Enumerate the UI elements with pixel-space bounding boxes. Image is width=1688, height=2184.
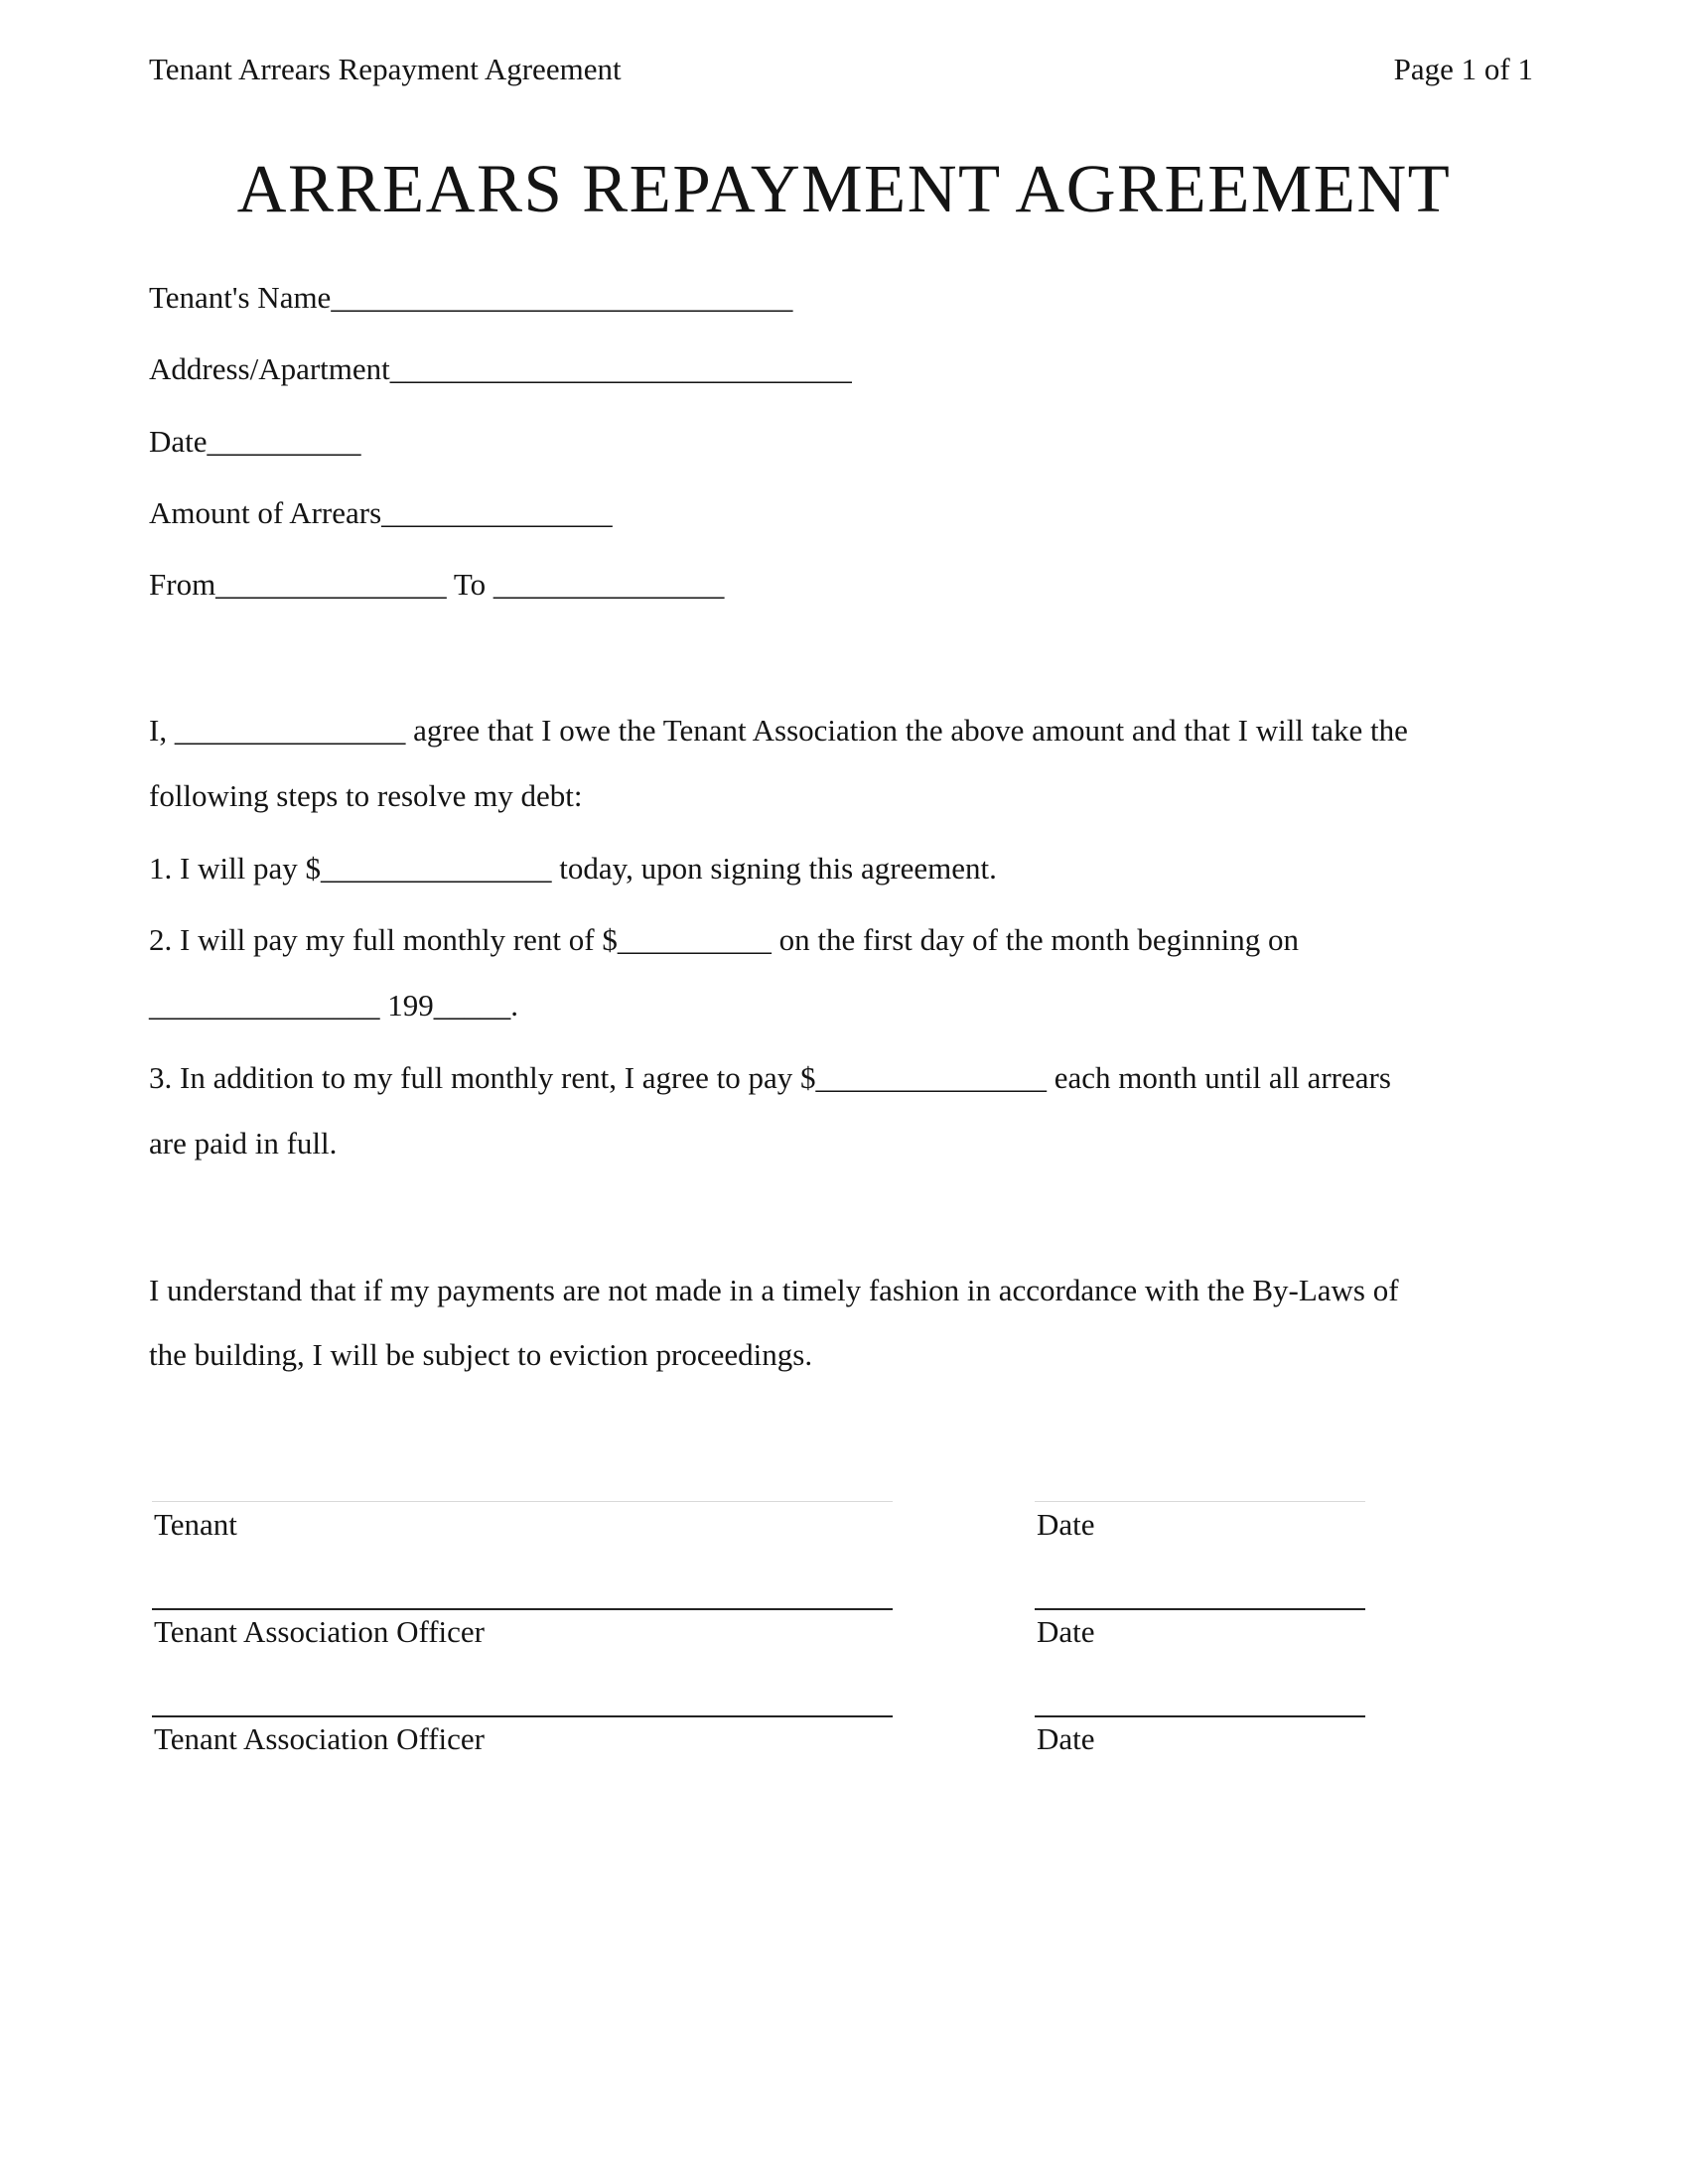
officer-2-signature-line: [152, 1715, 893, 1717]
tenant-date-label: Date: [1037, 1507, 1095, 1542]
tenant-date-line: [1035, 1501, 1365, 1502]
understanding-line-2: the building, I will be subject to eviction proceedings.: [149, 1337, 813, 1372]
intro-line-2: following steps to resolve my debt:: [149, 778, 583, 813]
officer-2-date-label: Date: [1037, 1721, 1095, 1756]
date-field: Date__________: [149, 424, 361, 459]
step-2-line-2: _______________ 199_____.: [149, 988, 518, 1023]
tenant-name-field: Tenant's Name______________________________: [149, 280, 793, 315]
step-3-line-2: are paid in full.: [149, 1126, 338, 1160]
page-number: Page 1 of 1: [1393, 52, 1533, 86]
tenant-signature-line: [152, 1501, 893, 1502]
document-title: ARREARS REPAYMENT AGREEMENT: [236, 151, 1452, 226]
understanding-line-1: I understand that if my payments are not made in a timely fashion in accordance with the By-Laws of: [149, 1273, 1399, 1307]
officer-1-signature-label: Tenant Association Officer: [154, 1614, 485, 1649]
officer-2-date-line: [1035, 1715, 1365, 1717]
tenant-signature-label: Tenant: [154, 1507, 237, 1542]
officer-1-date-line: [1035, 1608, 1365, 1610]
amount-of-arrears-field: Amount of Arrears_______________: [149, 495, 613, 530]
intro-line-1: I, _______________ agree that I owe the Tenant Association the above amount and that I will take the: [149, 713, 1408, 748]
officer-1-signature-line: [152, 1608, 893, 1610]
step-3-line-1: 3. In addition to my full monthly rent, I agree to pay $_______________ each month until all arrears: [149, 1060, 1391, 1095]
step-2-line-1: 2. I will pay my full monthly rent of $__________ on the first day of the month beginning on: [149, 922, 1300, 957]
from-to-field: From_______________ To _______________: [149, 567, 725, 602]
document-header-title: Tenant Arrears Repayment Agreement: [149, 52, 622, 86]
officer-2-signature-label: Tenant Association Officer: [154, 1721, 485, 1756]
step-1: 1. I will pay $_______________ today, upon signing this agreement.: [149, 851, 997, 886]
officer-1-date-label: Date: [1037, 1614, 1095, 1649]
address-field: Address/Apartment______________________________: [149, 351, 852, 386]
